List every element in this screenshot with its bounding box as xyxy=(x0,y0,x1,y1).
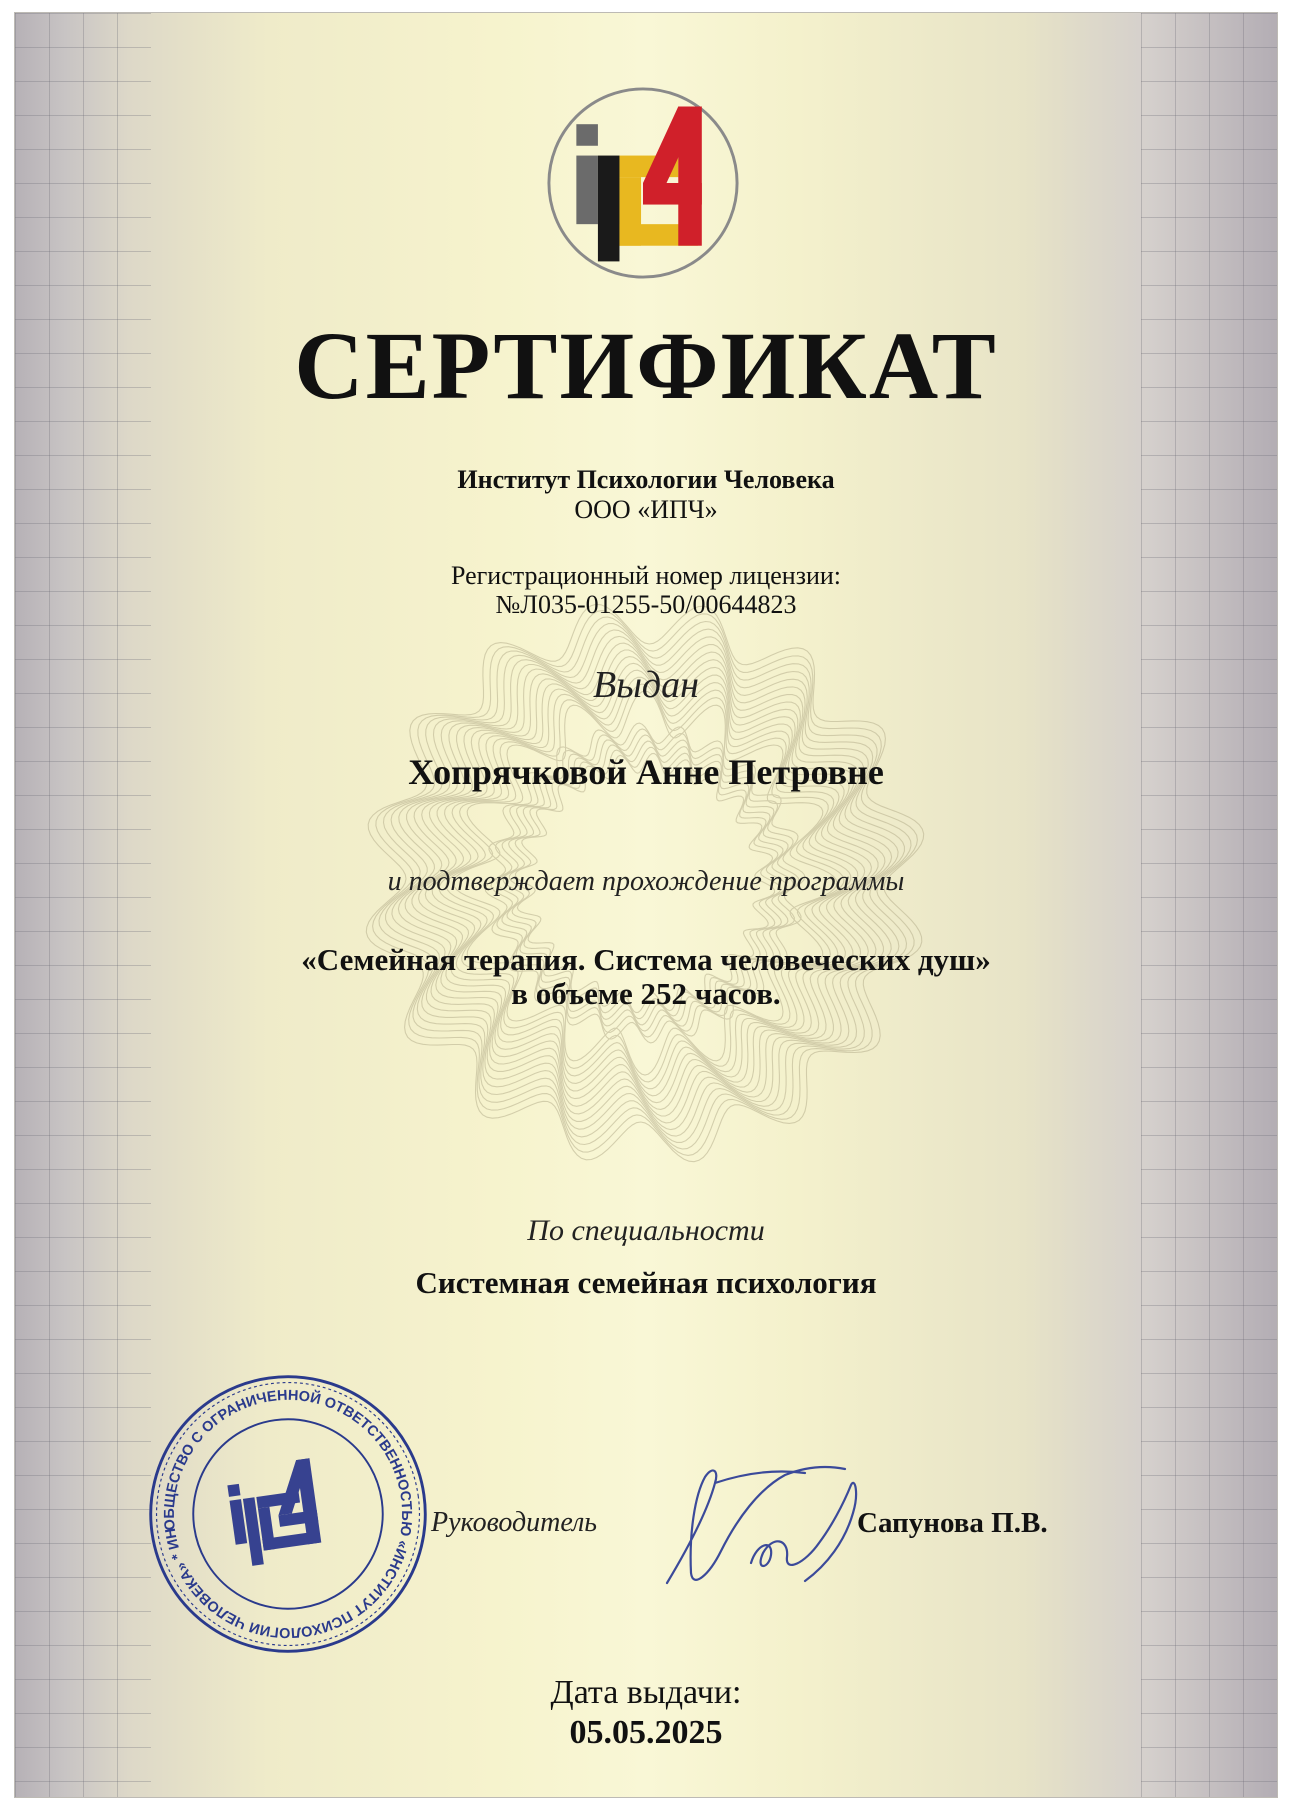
organization-name: Институт Психологии Человека xyxy=(457,465,835,494)
organization-short-name: ООО «ИПЧ» xyxy=(574,495,718,524)
confirmation-text: и подтверждает прохождение программы xyxy=(387,866,905,897)
signature xyxy=(655,1443,885,1603)
official-stamp xyxy=(143,1369,433,1659)
signatory-name: Сапунова П.В. xyxy=(857,1507,1048,1539)
left-grid-border xyxy=(15,13,151,1797)
recipient-name: Хопрячковой Анне Петровне xyxy=(408,752,884,792)
specialty-label: По специальности xyxy=(527,1214,765,1247)
specialty-value: Системная семейная психология xyxy=(415,1265,877,1300)
certificate-page xyxy=(14,12,1278,1798)
certificate-title: СЕРТИФИКАТ xyxy=(294,312,998,419)
license-number: №Л035-01255-50/00644823 xyxy=(495,590,797,619)
issue-date: 05.05.2025 xyxy=(569,1714,723,1751)
right-grid-border xyxy=(1141,13,1277,1797)
program-hours: в объеме 252 часов. xyxy=(511,976,781,1011)
stamp-text: ОБЩЕСТВО С ОГРАНИЧЕННОЙ ОТВЕТСТВЕННОСТЬЮ «ИНСТИТУТ ПСИХОЛОГИИ ЧЕЛОВЕКА» * ИНН xyxy=(161,1387,415,1641)
signatory-role: Руководитель xyxy=(431,1507,598,1538)
institute-logo xyxy=(545,85,741,281)
license-label: Регистрационный номер лицензии: xyxy=(450,561,842,590)
issue-date-label: Дата выдачи: xyxy=(550,1674,742,1711)
program-name: «Семейная терапия. Система человеческих душ» xyxy=(301,942,991,977)
issued-label: Выдан xyxy=(592,664,700,706)
